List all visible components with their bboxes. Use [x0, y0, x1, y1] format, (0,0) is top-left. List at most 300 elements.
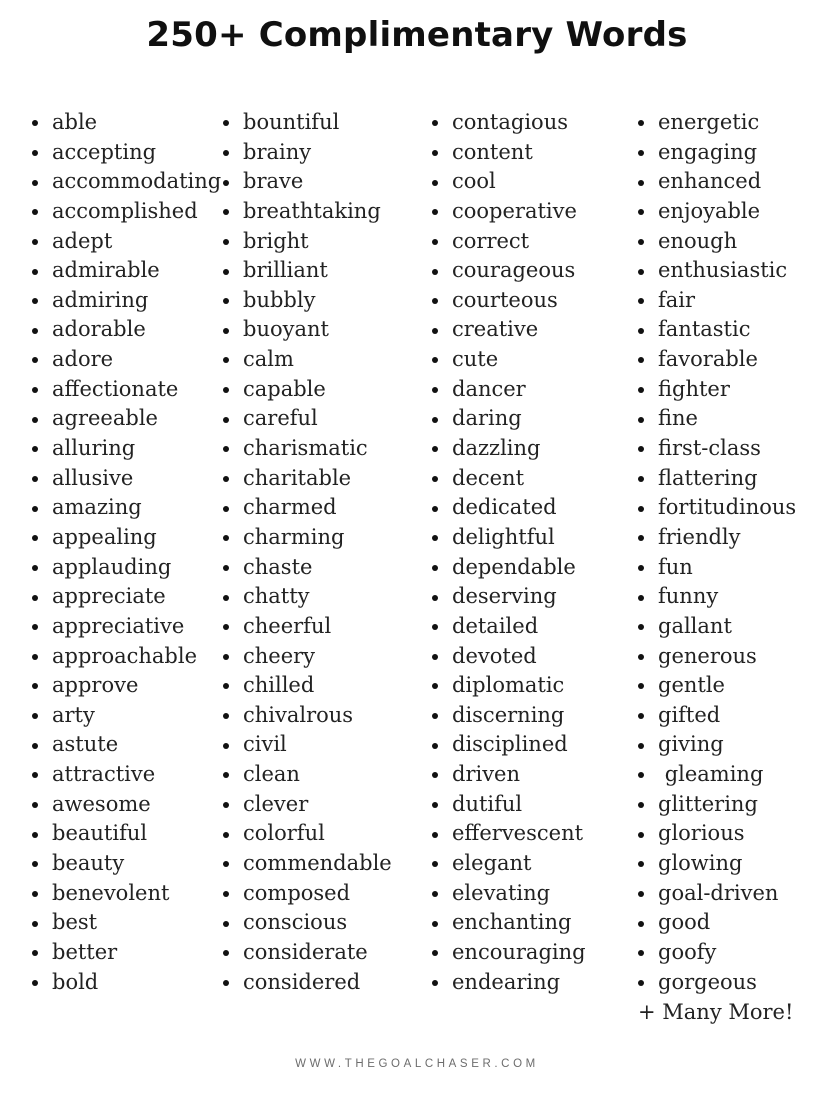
bullet-icon	[32, 476, 38, 482]
bullet-icon	[432, 535, 438, 541]
list-item	[432, 553, 638, 583]
word-label: chilled	[243, 673, 315, 698]
bullet-icon	[432, 683, 438, 689]
word-label: applauding	[52, 554, 172, 579]
bullet-icon	[432, 417, 438, 423]
word-label: gentle	[658, 673, 725, 698]
bullet-icon	[638, 565, 644, 571]
word-label: goal-driven	[658, 880, 779, 905]
bullet-icon	[432, 832, 438, 838]
bullet-icon	[638, 743, 644, 749]
bullet-icon	[638, 713, 644, 719]
list-item	[432, 879, 638, 909]
list-item	[432, 286, 638, 316]
list-item	[223, 819, 432, 849]
word-label: clean	[243, 762, 300, 787]
word-label: dutiful	[452, 791, 523, 816]
bullet-icon	[432, 239, 438, 245]
word-label: charitable	[243, 465, 352, 490]
bullet-icon	[432, 446, 438, 452]
bullet-icon	[223, 683, 229, 689]
bullet-icon	[638, 950, 644, 956]
list-item	[223, 197, 432, 227]
list-item	[32, 849, 223, 879]
word-label: chivalrous	[243, 702, 354, 727]
word-label: cooperative	[452, 198, 577, 223]
bullet-icon	[638, 595, 644, 601]
list-item	[223, 464, 432, 494]
bullet-icon	[32, 357, 38, 363]
bullet-icon	[223, 595, 229, 601]
word-list-3	[432, 108, 638, 997]
list-item	[223, 138, 432, 168]
list-item	[223, 553, 432, 583]
list-item	[32, 938, 223, 968]
many-more-label: + Many More!	[638, 1000, 794, 1025]
bullet-icon	[223, 950, 229, 956]
word-label: chatty	[243, 584, 310, 609]
bullet-icon	[432, 180, 438, 186]
list-item	[638, 375, 834, 405]
word-label: charmed	[243, 495, 337, 520]
bullet-icon	[432, 861, 438, 867]
bullet-icon	[223, 891, 229, 897]
list-item	[223, 256, 432, 286]
word-label: glowing	[658, 851, 743, 876]
word-label: generous	[658, 643, 757, 668]
word-label: gorgeous	[658, 969, 757, 994]
bullet-icon	[432, 120, 438, 126]
bullet-icon	[638, 209, 644, 215]
bullet-icon	[638, 535, 644, 541]
word-label: dependable	[452, 554, 576, 579]
bullet-icon	[223, 921, 229, 927]
word-label: considered	[243, 969, 361, 994]
list-item	[432, 345, 638, 375]
word-label: fair	[658, 287, 696, 312]
list-item	[432, 375, 638, 405]
list-item	[32, 197, 223, 227]
list-item	[638, 701, 834, 731]
list-item	[432, 167, 638, 197]
word-label: fortitudinous	[658, 495, 797, 520]
word-label: gifted	[658, 702, 721, 727]
list-item	[32, 167, 223, 197]
word-label: glittering	[658, 791, 758, 816]
word-label: careful	[243, 406, 318, 431]
bullet-icon	[638, 654, 644, 660]
list-item	[638, 464, 834, 494]
bullet-icon	[432, 654, 438, 660]
bullet-icon	[638, 624, 644, 630]
word-list-1	[32, 108, 223, 997]
list-item	[638, 908, 834, 938]
list-item	[638, 582, 834, 612]
word-label: civil	[243, 732, 287, 757]
list-item	[223, 404, 432, 434]
list-item	[638, 730, 834, 760]
bullet-icon	[32, 772, 38, 778]
list-item	[32, 790, 223, 820]
word-label: appreciate	[52, 584, 166, 609]
word-label: endearing	[452, 969, 561, 994]
list-item	[223, 523, 432, 553]
list-item	[638, 612, 834, 642]
word-label: clever	[243, 791, 309, 816]
list-item	[32, 819, 223, 849]
bullet-icon	[32, 891, 38, 897]
bullet-icon	[223, 298, 229, 304]
bullet-icon	[638, 832, 644, 838]
list-item	[32, 138, 223, 168]
bullet-icon	[638, 180, 644, 186]
word-label: courageous	[452, 258, 576, 283]
bullet-icon	[432, 476, 438, 482]
list-item	[223, 790, 432, 820]
bullet-icon	[223, 713, 229, 719]
list-item	[638, 790, 834, 820]
list-item	[432, 671, 638, 701]
list-item	[32, 108, 223, 138]
list-item	[432, 404, 638, 434]
list-item	[432, 642, 638, 672]
bullet-icon	[32, 950, 38, 956]
list-item	[432, 730, 638, 760]
word-label: benevolent	[52, 880, 170, 905]
list-item	[32, 968, 223, 998]
word-column-1	[32, 108, 223, 1027]
list-item	[638, 108, 834, 138]
list-item	[638, 256, 834, 286]
word-label: brainy	[243, 139, 312, 164]
word-label: fun	[658, 554, 693, 579]
word-label: effervescent	[452, 821, 584, 846]
word-label: allusive	[52, 465, 134, 490]
bullet-icon	[32, 209, 38, 215]
bullet-icon	[223, 565, 229, 571]
word-label: deserving	[452, 584, 557, 609]
bullet-icon	[638, 446, 644, 452]
list-item	[32, 760, 223, 790]
word-label: calm	[243, 347, 294, 372]
bullet-icon	[223, 328, 229, 334]
word-label: appreciative	[52, 613, 185, 638]
bullet-icon	[223, 743, 229, 749]
site-url: WWW.THEGOALCHASER.COM	[295, 1058, 539, 1070]
word-label: astute	[52, 732, 119, 757]
list-item	[432, 938, 638, 968]
list-item	[32, 582, 223, 612]
word-label: enchanting	[452, 910, 572, 935]
word-label: contagious	[452, 110, 568, 134]
word-label: adorable	[52, 317, 146, 342]
word-label: correct	[452, 228, 530, 253]
word-label: enough	[658, 228, 738, 253]
bullet-icon	[638, 506, 644, 512]
list-item	[432, 523, 638, 553]
word-label: enjoyable	[658, 198, 761, 223]
bullet-icon	[223, 802, 229, 808]
word-label: favorable	[658, 347, 758, 372]
word-label: adore	[52, 347, 114, 372]
word-label: daring	[452, 406, 522, 431]
list-item	[638, 938, 834, 968]
word-label: chaste	[243, 554, 313, 579]
list-item	[223, 879, 432, 909]
bullet-icon	[32, 535, 38, 541]
bullet-icon	[432, 891, 438, 897]
bullet-icon	[638, 417, 644, 423]
word-label: first-class	[658, 436, 761, 461]
word-label: friendly	[658, 524, 741, 549]
page-title: 250+ Complimentary Words	[146, 15, 688, 55]
word-label: goofy	[658, 939, 717, 964]
word-label: admirable	[52, 258, 160, 283]
word-label: accommodating	[52, 169, 222, 194]
bullet-icon	[638, 357, 644, 363]
bullet-icon	[432, 950, 438, 956]
bullet-icon	[223, 209, 229, 215]
word-label: enthusiastic	[658, 258, 788, 283]
bullet-icon	[32, 713, 38, 719]
bullet-icon	[432, 595, 438, 601]
list-item	[32, 464, 223, 494]
list-item	[638, 404, 834, 434]
list-item	[32, 315, 223, 345]
bullet-icon	[32, 654, 38, 660]
list-item	[223, 493, 432, 523]
list-item	[638, 286, 834, 316]
list-item	[223, 345, 432, 375]
word-label: bright	[243, 228, 309, 253]
list-item	[223, 760, 432, 790]
bullet-icon	[223, 832, 229, 838]
list-item	[638, 227, 834, 257]
word-label: good	[658, 910, 711, 935]
bullet-icon	[638, 802, 644, 808]
word-label: agreeable	[52, 406, 158, 431]
word-label: beautiful	[52, 821, 148, 846]
bullet-icon	[223, 269, 229, 275]
bullet-icon	[432, 387, 438, 393]
list-item	[432, 315, 638, 345]
bullet-icon	[432, 743, 438, 749]
bullet-icon	[32, 269, 38, 275]
word-label: arty	[52, 702, 95, 727]
list-item	[432, 760, 638, 790]
word-label: bountiful	[243, 110, 340, 134]
bullet-icon	[432, 269, 438, 275]
bullet-icon	[32, 239, 38, 245]
bullet-icon	[638, 476, 644, 482]
list-item	[32, 612, 223, 642]
word-label: affectionate	[52, 376, 179, 401]
bullet-icon	[432, 209, 438, 215]
word-label: detailed	[452, 613, 539, 638]
list-item	[223, 375, 432, 405]
list-item	[32, 345, 223, 375]
list-item	[223, 642, 432, 672]
list-item	[32, 286, 223, 316]
list-item	[638, 642, 834, 672]
bullet-icon	[223, 387, 229, 393]
list-item	[432, 197, 638, 227]
list-item	[223, 167, 432, 197]
bullet-icon	[32, 980, 38, 986]
list-item	[32, 701, 223, 731]
word-label: dedicated	[452, 495, 557, 520]
word-label: approachable	[52, 643, 198, 668]
bullet-icon	[32, 624, 38, 630]
bullet-icon	[638, 269, 644, 275]
word-label: breathtaking	[243, 198, 381, 223]
bullet-icon	[432, 328, 438, 334]
list-item	[32, 256, 223, 286]
list-item	[223, 612, 432, 642]
list-item	[432, 108, 638, 138]
list-item	[432, 849, 638, 879]
word-label: cheerful	[243, 613, 332, 638]
word-label: cute	[452, 347, 499, 372]
word-label: brilliant	[243, 258, 328, 283]
bullet-icon	[32, 120, 38, 126]
word-label: cheery	[243, 643, 316, 668]
word-label: fighter	[658, 376, 730, 401]
bullet-icon	[638, 891, 644, 897]
list-item	[223, 434, 432, 464]
word-label: engaging	[658, 139, 758, 164]
list-item	[432, 464, 638, 494]
word-label: colorful	[243, 821, 325, 846]
bullet-icon	[223, 506, 229, 512]
bullet-icon	[223, 772, 229, 778]
bullet-icon	[32, 506, 38, 512]
list-item	[638, 167, 834, 197]
word-label: decent	[452, 465, 525, 490]
list-item	[638, 315, 834, 345]
list-item	[223, 671, 432, 701]
list-item	[32, 730, 223, 760]
word-label: funny	[658, 584, 719, 609]
bullet-icon	[32, 832, 38, 838]
bullet-icon	[223, 654, 229, 660]
word-label: disciplined	[452, 732, 568, 757]
list-item	[32, 375, 223, 405]
word-label: adept	[52, 228, 113, 253]
bullet-icon	[638, 861, 644, 867]
bullet-icon	[432, 772, 438, 778]
word-label: commendable	[243, 851, 392, 876]
word-list-4	[638, 108, 834, 997]
bullet-icon	[432, 980, 438, 986]
list-item	[638, 197, 834, 227]
list-item	[32, 227, 223, 257]
list-item	[638, 760, 834, 790]
word-label: beauty	[52, 851, 125, 876]
bullet-icon	[638, 328, 644, 334]
bullet-icon	[432, 565, 438, 571]
bullet-icon	[32, 180, 38, 186]
bullet-icon	[32, 921, 38, 927]
bullet-icon	[638, 387, 644, 393]
bullet-icon	[432, 298, 438, 304]
list-item	[638, 553, 834, 583]
list-item	[432, 493, 638, 523]
list-item	[638, 493, 834, 523]
list-item	[638, 671, 834, 701]
word-label: diplomatic	[452, 673, 565, 698]
word-label: able	[52, 110, 98, 134]
list-item	[223, 286, 432, 316]
word-label: discerning	[452, 702, 565, 727]
word-label: dazzling	[452, 436, 541, 461]
bullet-icon	[638, 683, 644, 689]
bullet-icon	[32, 150, 38, 156]
list-item	[432, 968, 638, 998]
list-item	[432, 582, 638, 612]
word-label: driven	[452, 762, 521, 787]
word-label: composed	[243, 880, 351, 905]
list-item	[223, 108, 432, 138]
list-item	[32, 642, 223, 672]
word-label: better	[52, 939, 118, 964]
list-item	[638, 849, 834, 879]
word-label: charismatic	[243, 436, 368, 461]
list-item	[638, 819, 834, 849]
list-item	[32, 493, 223, 523]
bullet-icon	[223, 180, 229, 186]
bullet-icon	[432, 713, 438, 719]
word-label: best	[52, 910, 98, 935]
list-item	[223, 968, 432, 998]
word-label: attractive	[52, 762, 156, 787]
list-item	[638, 345, 834, 375]
list-item	[432, 434, 638, 464]
bullet-icon	[638, 239, 644, 245]
bullet-icon	[32, 298, 38, 304]
bullet-icon	[223, 150, 229, 156]
word-label: delightful	[452, 524, 555, 549]
bullet-icon	[432, 921, 438, 927]
word-label: enhanced	[658, 169, 762, 194]
list-item	[432, 256, 638, 286]
word-label: bold	[52, 969, 99, 994]
list-item	[32, 879, 223, 909]
word-label: amazing	[52, 495, 142, 520]
word-label: giving	[658, 732, 724, 757]
word-label: creative	[452, 317, 539, 342]
bullet-icon	[223, 446, 229, 452]
word-label: fine	[658, 406, 698, 431]
bullet-icon	[638, 298, 644, 304]
word-label: admiring	[52, 287, 149, 312]
word-label: bubbly	[243, 287, 316, 312]
word-label: glorious	[658, 821, 745, 846]
word-label: charming	[243, 524, 345, 549]
word-label: capable	[243, 376, 326, 401]
list-item	[432, 227, 638, 257]
word-label: conscious	[243, 910, 348, 935]
list-item	[432, 819, 638, 849]
bullet-icon	[432, 506, 438, 512]
list-item	[223, 730, 432, 760]
bullet-icon	[432, 802, 438, 808]
bullet-icon	[223, 535, 229, 541]
bullet-icon	[638, 120, 644, 126]
bullet-icon	[223, 239, 229, 245]
list-item	[223, 849, 432, 879]
word-grid	[0, 108, 834, 1027]
